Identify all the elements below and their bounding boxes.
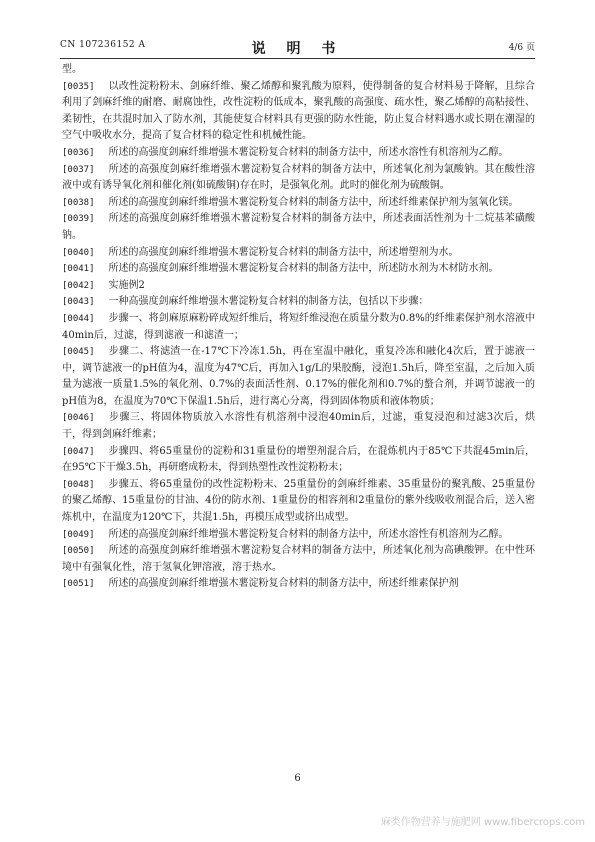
paragraph	[62, 543, 535, 576]
paragraph-number: [0048]	[62, 479, 95, 490]
paragraph-text: 型。	[62, 64, 82, 75]
paragraph-text: 所述的高强度剑麻纤维增强木薯淀粉复合材料的制备方法中，所述水溶性有机溶剂为乙醇。	[108, 528, 509, 540]
paragraph-number: [0035]	[62, 81, 95, 92]
paragraph-number: [0046]	[62, 413, 95, 424]
document-body	[62, 62, 535, 593]
paragraph-number: [0038]	[62, 197, 95, 208]
paragraph-text: 所述的高强度剑麻纤维增强木薯淀粉复合材料的制备方法中，所述氧化剂为高碘酸钾。在中性环境中有强氧化性，溶于氢氧化钾溶液，溶于热水。	[62, 545, 535, 573]
paragraph	[62, 410, 535, 443]
publication-number: CN 107236152 A	[60, 40, 146, 50]
paragraph-text: 所述的高强度剑麻纤维增强木薯淀粉复合材料的制备方法中，所述防水剂为木材防水剂。	[108, 263, 499, 275]
paragraph	[62, 145, 535, 162]
paragraph	[62, 162, 535, 195]
paragraph	[62, 261, 535, 278]
paragraph-number: [0036]	[62, 147, 95, 158]
paragraph-number: [0043]	[62, 297, 95, 308]
paragraph-text: 步骤二、将滤渣一在-17℃下冷冻1.5h，再在室温中融化，重复冷冻和融化4次后，置于滤液一中，调节滤液一的pH值为4，温度为47℃后，再加入1g/L的果胶酶，浸泡1.5h后，降至室温，之后加入质量为滤液一质量1.5%的氧化剂、0.7%的表面活性剂、0.17%的催化剂和0.7%的螯合剂，并调节滤液一的pH值为8，在温度为70℃下保温1.5h后，进行离心分离，得到固体物质和液体物质；	[62, 346, 535, 407]
paragraph-number: [0040]	[62, 247, 95, 258]
paragraph-text: 所述的高强度剑麻纤维增强木薯淀粉复合材料的制备方法中，所述表面活性剂为十二烷基苯磺酸钠。	[62, 213, 535, 241]
document-title: 说 明 书	[251, 41, 344, 57]
paragraph-text: 所述的高强度剑麻纤维增强木薯淀粉复合材料的制备方法中，所述氧化剂为氯酸钠。其在酸性溶液中或有诱导氧化剂和催化剂(如硫酸铜)存在时，是强氧化剂。此时的催化剂为硫酸铜。	[62, 163, 535, 192]
page-number: 6	[294, 773, 301, 784]
paragraph	[62, 576, 535, 593]
paragraph-text: 所述的高强度剑麻纤维增强木薯淀粉复合材料的制备方法中，所述纤维素保护剂	[108, 578, 459, 590]
paragraph	[62, 444, 535, 477]
page-header	[60, 38, 535, 57]
paragraph-text: 以改性淀粉粉末、剑麻纤维、聚乙烯醇和聚乳酸为原料，使得制备的复合材料易于降解，且综合利用了剑麻纤维的耐磨、耐腐蚀性，改性淀粉的低成本，聚乳酸的高强度、疏水性，聚乙烯醇的高粘接性、柔韧性，在共混时加入了防水剂，其能使复合材料具有更强的防水性能，防止复合材料遇水或长期在潮湿的空气中吸收水分，提高了复合材料的稳定性和机械性能。	[62, 80, 535, 142]
paragraph-number: [0050]	[62, 546, 95, 557]
paragraph-number: [0049]	[62, 529, 95, 540]
paragraph-text: 步骤一、将剑麻原麻粉碎成短纤维后，将短纤维浸泡在质量分数为0.8%的纤维素保护剂水溶液中40min后，过滤，得到滤液一和滤渣一；	[62, 312, 535, 341]
paragraph	[62, 294, 535, 311]
paragraph-text: 步骤四、将65重量份的淀粉和31重量份的增塑剂混合后，在混炼机内于85℃下共混45min后，在95℃下干燥3.5h，再研磨成粉末，得到热塑性改性淀粉粉末；	[62, 445, 535, 474]
paragraph-number: [0042]	[62, 280, 95, 291]
site-watermark: 麻类作物营养与施肥网 www.fibercrops.com	[380, 817, 585, 828]
paragraph-number: [0047]	[62, 446, 95, 457]
paragraph-number: [0051]	[62, 579, 95, 590]
paragraph-text: 所述的高强度剑麻纤维增强木薯淀粉复合材料的制备方法中，所述增塑剂为水。	[108, 246, 459, 258]
paragraph-number: [0045]	[62, 347, 95, 358]
paragraph	[62, 211, 535, 244]
paragraph	[62, 79, 535, 145]
paragraph	[62, 62, 535, 79]
paragraph-number: [0041]	[62, 264, 95, 275]
paragraph	[62, 195, 535, 212]
paragraph	[62, 311, 535, 344]
paragraph	[62, 278, 535, 295]
page-ratio: 4/6 页	[508, 43, 535, 53]
paragraph-text: 步骤三、将固体物质放入水溶性有机溶剂中浸泡40min后，过滤，重复浸泡和过滤3次后，烘干，得到剑麻纤维素；	[62, 412, 535, 441]
paragraph-text: 所述的高强度剑麻纤维增强木薯淀粉复合材料的制备方法中，所述水溶性有机溶剂为乙醇。	[108, 146, 509, 158]
paragraph-number: [0039]	[62, 214, 95, 225]
paragraph-text: 步骤五、将65重量份的改性淀粉粉末、25重量份的剑麻纤维素、35重量份的聚乳酸、25重量份的聚乙烯醇、15重量份的甘油、4份的防水剂、1重量份的相容剂和2重量份的紫外线吸收剂混合后，送入密炼机中，在温度为120℃下，共混1.5h，再模压成型或挤出成型。	[62, 478, 535, 524]
paragraph-text: 所述的高强度剑麻纤维增强木薯淀粉复合材料的制备方法中，所述纤维素保护剂为氢氧化镁。	[108, 196, 519, 208]
paragraph-number: [0037]	[62, 164, 95, 175]
paragraph-text: 一种高强度剑麻纤维增强木薯淀粉复合材料的制备方法，包括以下步骤：	[108, 296, 429, 308]
paragraph	[62, 527, 535, 544]
paragraph	[62, 245, 535, 262]
paragraph	[62, 344, 535, 410]
paragraph-number: [0044]	[62, 313, 95, 324]
paragraph	[62, 477, 535, 527]
paragraph-text: 实施例2	[108, 279, 145, 291]
header-rule	[60, 58, 535, 59]
